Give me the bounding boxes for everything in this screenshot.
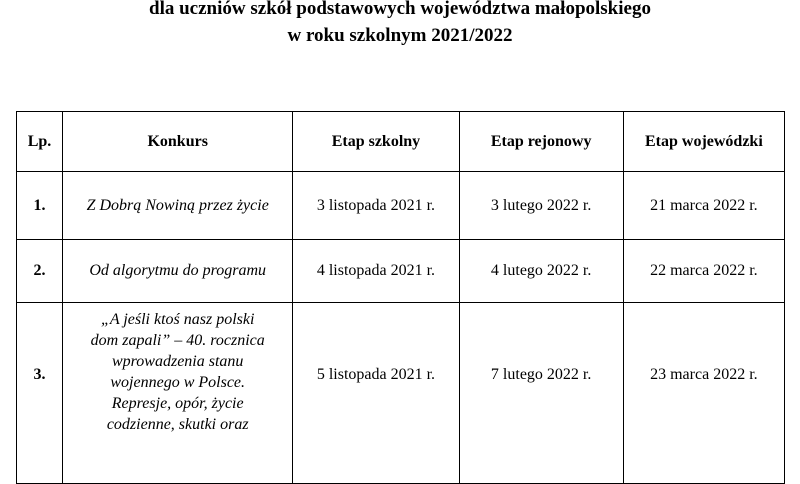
school-stage-date-text: 5 listopada 2021 r. <box>316 366 436 383</box>
document-title-line-2: w roku szkolnym 2021/2022 <box>287 25 513 46</box>
regional-stage-date: 4 lutego 2022 r. <box>459 240 623 303</box>
contests-table <box>16 111 785 484</box>
table-row <box>17 172 785 240</box>
regional-stage-date-text: 7 lutego 2022 r. <box>490 366 592 383</box>
contest-name-line: codzienne, skutki oraz <box>106 416 249 433</box>
voivodeship-stage-date-text: 23 marca 2022 r. <box>650 366 758 383</box>
document-title-line-1: dla uczniów szkół podstawowych województwa małopolskiego <box>149 0 651 19</box>
column-header-lp: Lp. <box>17 112 63 172</box>
voivodeship-stage-date: 22 marca 2022 r. <box>623 240 784 303</box>
contest-name-line: wojennego w Polsce. <box>110 374 246 391</box>
column-header-etap-szkolny: Etap szkolny <box>293 112 459 172</box>
row-number: 1. <box>17 172 63 240</box>
contest-name-text <box>63 309 292 435</box>
voivodeship-stage-date: 21 marca 2022 r. <box>623 172 784 240</box>
column-header-etap-rejonowy: Etap rejonowy <box>459 112 623 172</box>
school-stage-date <box>293 303 459 484</box>
table-header-row <box>17 112 785 172</box>
contest-name: Z Dobrą Nowiną przez życie <box>63 172 293 240</box>
school-stage-date: 4 listopada 2021 r. <box>293 240 459 303</box>
contest-name-line: Represje, opór, życie <box>111 395 244 412</box>
contest-name <box>63 303 293 484</box>
row-number <box>17 303 63 484</box>
column-header-konkurs: Konkurs <box>63 112 293 172</box>
table-row <box>17 240 785 303</box>
table-row <box>17 303 785 484</box>
regional-stage-date: 3 lutego 2022 r. <box>459 172 623 240</box>
contest-name-line: dom zapali” – 40. rocznica <box>90 332 265 349</box>
contest-name-line: „A jeśli ktoś nasz polski <box>100 311 255 328</box>
voivodeship-stage-date <box>623 303 784 484</box>
school-stage-date: 3 listopada 2021 r. <box>293 172 459 240</box>
contest-name-line: wprowadzenia stanu <box>111 353 244 370</box>
row-number-text: 3. <box>33 366 46 383</box>
regional-stage-date <box>459 303 623 484</box>
row-number: 2. <box>17 240 63 303</box>
contest-name: Od algorytmu do programu <box>63 240 293 303</box>
column-header-etap-wojewodzki: Etap wojewódzki <box>623 112 784 172</box>
